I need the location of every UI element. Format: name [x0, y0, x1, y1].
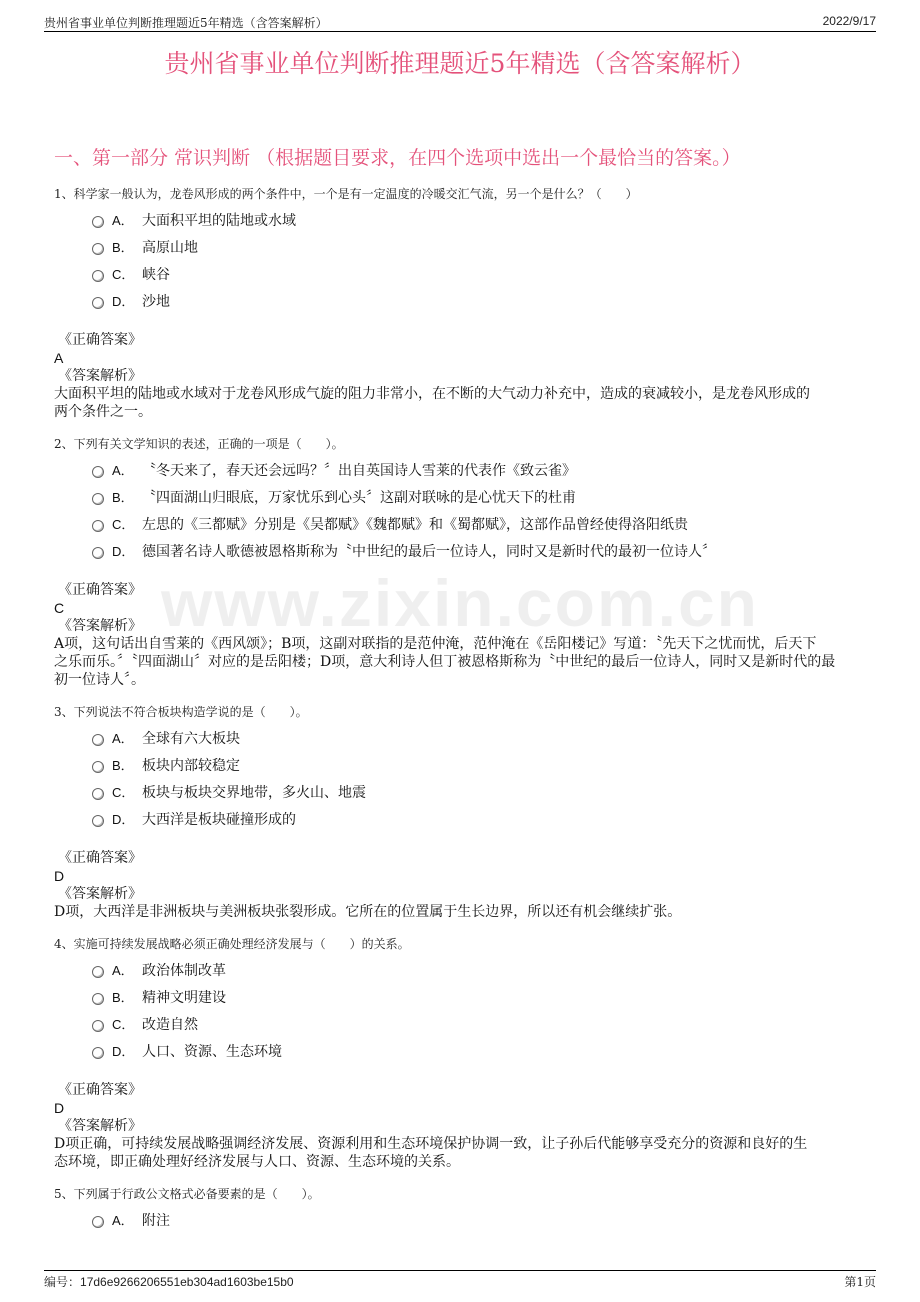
question-4 — [54, 935, 872, 1171]
option-letter: C． — [112, 267, 135, 282]
radio-icon[interactable] — [92, 761, 104, 773]
option-a[interactable] — [92, 956, 872, 983]
option-text: 政治体制改革 — [142, 962, 226, 979]
radio-icon[interactable] — [92, 1047, 104, 1059]
radio-icon[interactable] — [92, 1020, 104, 1032]
answer-value: D — [54, 868, 65, 884]
radio-icon[interactable] — [92, 520, 104, 532]
option-text: 德国著名诗人歌德被恩格斯称为〝中世纪的最后一位诗人，同时又是新时代的最初一位诗人〞 — [142, 543, 716, 560]
option-text: 改造自然 — [142, 1016, 198, 1033]
answer-label: 《正确答案》 — [58, 850, 142, 866]
option-a[interactable] — [92, 456, 872, 483]
analysis-line: A项，这句话出自雪莱的《西风颂》；B项，这副对联指的是范仲淹，范仲淹在《岳阳楼记》写道：〝先天下之忧而忧，后天下 — [54, 636, 817, 652]
analysis-label: 《答案解析》 — [58, 618, 142, 634]
option-text: 板块与板块交界地带，多火山、地震 — [142, 784, 366, 801]
analysis-line: 之乐而乐。〞〝四面湖山〞对应的是岳阳楼；D项，意大利诗人但丁被恩格斯称为〝中世纪的最后一位诗人，同时又是新时代的最 — [54, 654, 836, 670]
radio-icon[interactable] — [92, 734, 104, 746]
option-letter: A． — [112, 963, 134, 978]
option-text: 附注 — [142, 1212, 170, 1229]
header-divider — [44, 31, 876, 32]
option-d[interactable] — [92, 805, 872, 832]
option-list — [92, 1206, 872, 1233]
option-d[interactable] — [92, 287, 872, 314]
question-1 — [54, 185, 872, 421]
option-text: 高原山地 — [142, 239, 198, 256]
option-text: 人口、资源、生态环境 — [142, 1043, 282, 1060]
analysis-line: D项正确，可持续发展战略强调经济发展、资源利用和生态环境保护协调一致，让子孙后代能够享受充分的资源和良好的生 — [54, 1136, 808, 1152]
option-b[interactable] — [92, 983, 872, 1010]
answer-value: A — [54, 350, 64, 366]
option-text: 〝四面湖山归眼底，万家忧乐到心头〞这副对联咏的是心忧天下的杜甫 — [142, 489, 576, 506]
option-text: 板块内部较稳定 — [142, 757, 240, 774]
analysis-line: 两个条件之一。 — [54, 404, 152, 420]
option-letter: A． — [112, 463, 134, 478]
question-stem: 3、下列说法不符合板块构造学说的是（ ）。 — [54, 705, 308, 719]
option-d[interactable] — [92, 1037, 872, 1064]
radio-icon[interactable] — [92, 966, 104, 978]
option-letter: B． — [112, 240, 134, 255]
option-list — [92, 956, 872, 1064]
option-b[interactable] — [92, 233, 872, 260]
radio-icon[interactable] — [92, 297, 104, 309]
analysis-line: 态环境，即正确处理好经济发展与人口、资源、生态环境的关系。 — [54, 1154, 460, 1170]
option-letter: A． — [112, 731, 134, 746]
radio-icon[interactable] — [92, 788, 104, 800]
option-letter: D． — [112, 812, 135, 827]
option-letter: C． — [112, 1017, 135, 1032]
radio-icon[interactable] — [92, 815, 104, 827]
option-list — [92, 206, 872, 314]
option-c[interactable] — [92, 778, 872, 805]
footer-page-number: 第1页 — [844, 1275, 876, 1289]
answer-value: D — [54, 1100, 65, 1116]
answer-block — [54, 581, 872, 689]
option-c[interactable] — [92, 1010, 872, 1037]
answer-block — [54, 1081, 872, 1171]
radio-icon[interactable] — [92, 547, 104, 559]
footer-code-label: 编号： — [44, 1275, 81, 1289]
option-c[interactable] — [92, 510, 872, 537]
radio-icon[interactable] — [92, 270, 104, 282]
radio-icon[interactable] — [92, 466, 104, 478]
question-stem: 1、科学家一般认为，龙卷风形成的两个条件中，一个是有一定温度的冷暖交汇气流，另一个是什么？（ ） — [54, 187, 638, 201]
option-list — [92, 456, 872, 564]
option-letter: A． — [112, 1213, 134, 1228]
radio-icon[interactable] — [92, 216, 104, 228]
answer-block — [54, 331, 872, 421]
analysis-line: 大面积平坦的陆地或水域对于龙卷风形成气旋的阻力非常小，在不断的大气动力补充中，造成的衰减较小，是龙卷风形成的 — [54, 386, 810, 402]
answer-label: 《正确答案》 — [58, 582, 142, 598]
option-letter: B． — [112, 758, 134, 773]
option-letter: D． — [112, 1044, 135, 1059]
option-text: 大西洋是板块碰撞形成的 — [142, 811, 296, 828]
footer-divider — [44, 1270, 876, 1271]
answer-label: 《正确答案》 — [58, 332, 142, 348]
option-text: 大面积平坦的陆地或水域 — [142, 212, 296, 229]
option-letter: C． — [112, 517, 135, 532]
option-text: 〝冬天来了，春天还会远吗？〞出自英国诗人雪莱的代表作《致云雀》 — [142, 462, 576, 479]
analysis-label: 《答案解析》 — [58, 368, 142, 384]
radio-icon[interactable] — [92, 993, 104, 1005]
question-stem: 2、下列有关文学知识的表述，正确的一项是（ ）。 — [54, 437, 344, 451]
answer-block — [54, 849, 872, 921]
radio-icon[interactable] — [92, 1216, 104, 1228]
option-text: 全球有六大板块 — [142, 730, 240, 747]
option-text: 峡谷 — [142, 266, 170, 283]
watermark: www.zixin.com.cn — [161, 566, 759, 640]
analysis-line: 初一位诗人〞。 — [54, 672, 145, 688]
option-d[interactable] — [92, 537, 872, 564]
option-c[interactable] — [92, 260, 872, 287]
option-letter: A． — [112, 213, 134, 228]
option-b[interactable] — [92, 483, 872, 510]
option-a[interactable] — [92, 724, 872, 751]
question-2 — [54, 435, 872, 689]
option-text: 精神文明建设 — [142, 989, 226, 1006]
analysis-label: 《答案解析》 — [58, 1118, 142, 1134]
question-5 — [54, 1185, 872, 1233]
option-letter: D． — [112, 294, 135, 309]
footer-code-value: 17d6e9266206551eb304ad1603be15b0 — [80, 1275, 294, 1289]
option-b[interactable] — [92, 751, 872, 778]
header-date: 2022/9/17 — [822, 14, 876, 28]
analysis-label: 《答案解析》 — [58, 886, 142, 902]
answer-value: C — [54, 600, 65, 616]
option-letter: B． — [112, 490, 134, 505]
radio-icon[interactable] — [92, 493, 104, 505]
question-stem: 5、下列属于行政公文格式必备要素的是（ ）。 — [54, 1187, 320, 1201]
question-stem: 4、实施可持续发展战略必须正确处理经济发展与（ ）的关系。 — [54, 937, 410, 951]
footer-code — [44, 1273, 294, 1290]
radio-icon[interactable] — [92, 243, 104, 255]
header-document-name: 贵州省事业单位判断推理题近5年精选（含答案解析） — [44, 16, 328, 30]
option-a[interactable] — [92, 1206, 872, 1233]
option-text: 左思的《三都赋》分别是《吴都赋》《魏都赋》和《蜀都赋》，这部作品曾经使得洛阳纸贵 — [142, 516, 688, 533]
analysis-line: D项，大西洋是非洲板块与美洲板块张裂形成。它所在的位置属于生长边界，所以还有机会继续扩张。 — [54, 904, 682, 920]
option-list — [92, 724, 872, 832]
option-text: 沙地 — [142, 293, 170, 310]
question-3 — [54, 703, 872, 921]
option-letter: C． — [112, 785, 135, 800]
question-list — [54, 185, 872, 1233]
answer-label: 《正确答案》 — [58, 1082, 142, 1098]
section-title: 一、第一部分 常识判断 （根据题目要求，在四个选项中选出一个最恰当的答案。） — [54, 147, 741, 169]
option-letter: D． — [112, 544, 135, 559]
option-letter: B． — [112, 990, 134, 1005]
document-title: 贵州省事业单位判断推理题近5年精选（含答案解析） — [164, 49, 756, 78]
option-a[interactable] — [92, 206, 872, 233]
